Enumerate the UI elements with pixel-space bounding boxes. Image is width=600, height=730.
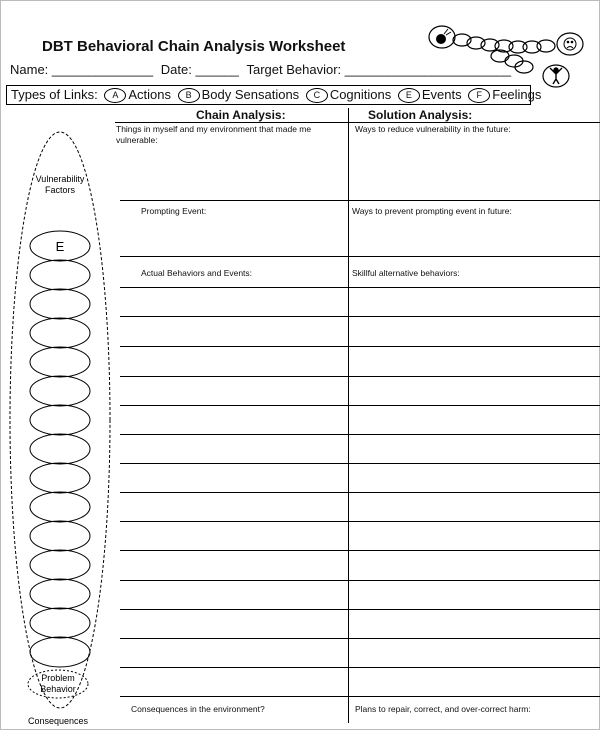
link-letter-c: C [306, 88, 328, 103]
vulnerability-oval [10, 132, 110, 708]
link-letter-e: E [398, 88, 420, 103]
chain-link-oval[interactable] [30, 318, 90, 348]
link-types-label: Types of Links: [11, 87, 98, 102]
chain-link-deco [537, 40, 555, 52]
target-behavior-field[interactable]: _______________________ [344, 62, 512, 77]
writing-line[interactable] [120, 405, 600, 406]
page-title: DBT Behavioral Chain Analysis Worksheet [42, 38, 346, 55]
chain-link-oval[interactable] [30, 463, 90, 493]
skillful-alternatives-prompt: Skillful alternative behaviors: [352, 268, 460, 278]
link-type-actions: Actions [128, 87, 171, 102]
chain-link-oval[interactable] [30, 492, 90, 522]
chain-link-oval[interactable] [30, 637, 90, 667]
writing-line[interactable] [120, 434, 600, 435]
actual-behaviors-prompt: Actual Behaviors and Events: [141, 268, 253, 278]
chain-link-oval[interactable] [30, 550, 90, 580]
name-field[interactable]: ______________ [51, 62, 154, 77]
vulnerability-label: Vulnerability [35, 174, 85, 184]
chain-link-deco [557, 33, 583, 55]
writing-line[interactable] [120, 492, 600, 493]
writing-line[interactable] [120, 346, 600, 347]
chain-analysis-header: Chain Analysis: [196, 108, 286, 122]
chain-illustration [420, 18, 590, 93]
chain-link-oval[interactable] [30, 579, 90, 609]
writing-line[interactable] [120, 287, 600, 288]
date-field[interactable]: ______ [195, 62, 239, 77]
prevent-prompting-prompt: Ways to prevent prompting event in future: [352, 206, 512, 216]
link-types-box [6, 85, 542, 105]
chain-link-deco [509, 41, 527, 53]
link-type-events: Events [421, 87, 462, 102]
chain-link-oval[interactable] [30, 376, 90, 406]
link-letter-a: A [104, 88, 126, 103]
writing-line[interactable] [120, 667, 600, 668]
writing-line[interactable] [120, 316, 600, 317]
problem-behavior-label: Behavior [40, 684, 76, 694]
writing-line[interactable] [120, 463, 600, 464]
problem-behavior-label: Problem [41, 673, 75, 683]
sad-face-icon [564, 38, 576, 50]
writing-line[interactable] [120, 580, 600, 581]
link-letter-f: F [468, 88, 490, 103]
person-icon [550, 68, 562, 84]
writing-line[interactable] [120, 609, 600, 610]
chain-link-oval[interactable] [30, 521, 90, 551]
reduce-vulnerability-prompt: Ways to reduce vulnerability in the future: [355, 124, 511, 134]
chain-column [0, 120, 120, 730]
link-type-cognitions: Cognitions [329, 87, 392, 102]
writing-line[interactable] [120, 550, 600, 551]
header-rule [115, 122, 600, 123]
header-fields [10, 62, 511, 77]
chain-link-oval[interactable] [30, 405, 90, 435]
bomb-icon [436, 34, 446, 44]
consequences-label: Consequences [27, 716, 89, 726]
solution-analysis-header: Solution Analysis: [368, 108, 473, 122]
writing-line[interactable] [120, 200, 600, 201]
writing-line[interactable] [120, 256, 600, 257]
chain-link-oval[interactable] [30, 289, 90, 319]
consequences-environment-prompt: Consequences in the environment? [131, 704, 265, 714]
target-behavior-label: Target Behavior: [246, 62, 342, 77]
link-type-body-sensations: Body Sensations [201, 87, 300, 102]
vulnerability-label: Factors [44, 185, 76, 195]
link-type-feelings: Feelings [492, 87, 542, 102]
vulnerable-prompt: Things in myself and my environment that made me vulnerable: [116, 124, 312, 145]
date-label: Date: [160, 62, 192, 77]
writing-line[interactable] [120, 696, 600, 697]
prompting-event-prompt: Prompting Event: [141, 206, 207, 216]
first-link-letter: E [55, 239, 65, 254]
writing-line[interactable] [120, 638, 600, 639]
chain-link-oval[interactable] [30, 434, 90, 464]
chain-link-oval[interactable] [30, 608, 90, 638]
name-label: Name: [10, 62, 49, 77]
chain-link-oval[interactable] [30, 347, 90, 377]
repair-plans-prompt: Plans to repair, correct, and over-correct harm: [355, 704, 531, 714]
writing-line[interactable] [120, 376, 600, 377]
link-letter-b: B [178, 88, 200, 103]
chain-link-oval[interactable] [30, 260, 90, 290]
writing-line[interactable] [120, 521, 600, 522]
